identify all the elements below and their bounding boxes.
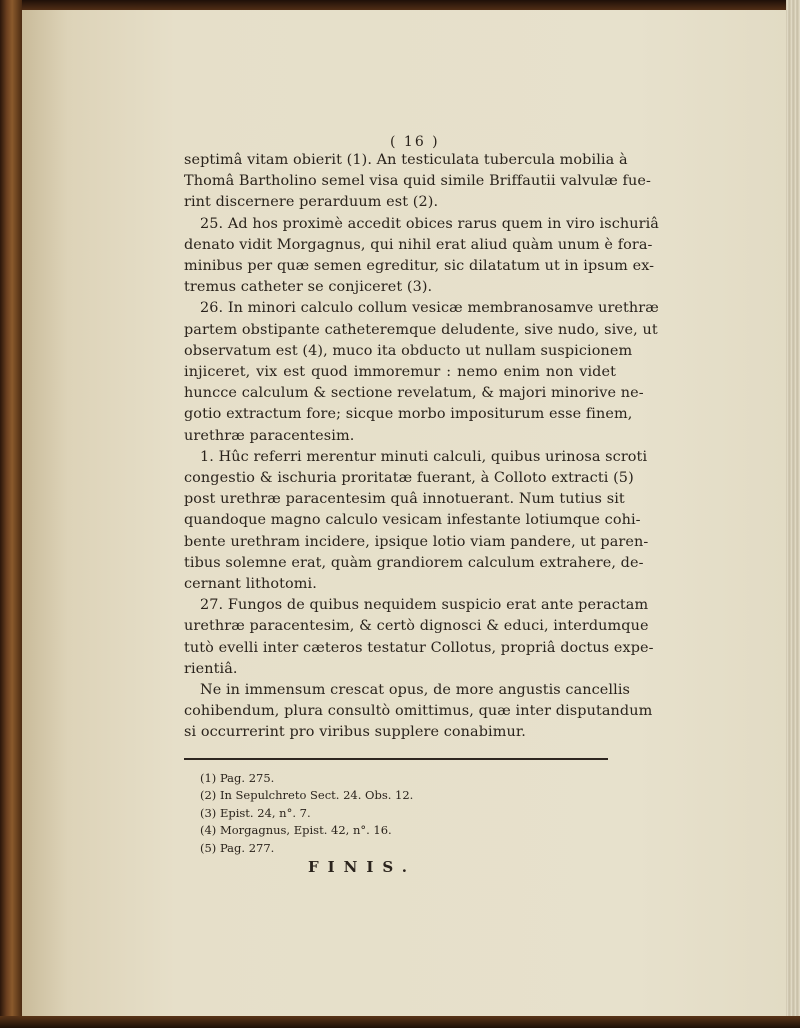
text-line: injiceret, vix est quod immoremur : nemo enim non videt (184, 364, 616, 381)
footnote: (3) Epist. 24, n°. 7. (200, 805, 311, 820)
text-line: quandoque magno calculo vesicam infestante lotiumque cohi- (184, 512, 641, 529)
footnote-divider (184, 758, 608, 760)
text-line: bente urethram incidere, ipsique lotio viam pandere, ut paren- (184, 533, 649, 550)
text-line: Ne in immensum crescat opus, de more angustis cancellis (200, 682, 631, 699)
page-edges (786, 0, 800, 1028)
text-line: tremus catheter se conjiceret (3). (184, 279, 433, 296)
text-line: minibus per quæ semen egreditur, sic dilatatum ut in ipsum ex- (184, 258, 655, 275)
page-number: ( 16 ) (390, 134, 440, 150)
text-line: urethræ paracentesim. (184, 427, 355, 444)
text-line: si occurrerint pro viribus supplere conabimur. (184, 724, 526, 741)
text-line: denato vidit Morgagnus, qui nihil erat aliud quàm unum è fora- (184, 236, 653, 253)
text-line: 27. Fungos de quibus nequidem suspicio erat ante peractam (200, 597, 649, 614)
text-line: observatum est (4), muco ita obducto ut nullam suspicionem (184, 342, 633, 359)
book-spine (0, 0, 22, 1028)
text-line: cernant lithotomi. (184, 576, 317, 593)
body-text (184, 128, 659, 744)
finis-mark: FINIS. (308, 858, 416, 876)
footnote: (2) In Sepulchreto Sect. 24. Obs. 12. (200, 788, 414, 803)
book-edge-bottom (0, 1016, 800, 1028)
footnote: (4) Morgagnus, Epist. 42, n°. 16. (200, 823, 392, 838)
text-line: rint discernere perarduum est (2). (184, 194, 439, 211)
footnote: (1) Pag. 275. (200, 771, 275, 785)
text-line: post urethræ paracentesim quâ innotuerant. Num tutius sit (184, 491, 625, 508)
text-line: 1. Hûc referri merentur minuti calculi, quibus urinosa scroti (200, 448, 648, 465)
text-line: gotio extractum fore; sicque morbo impositurum esse finem, (184, 406, 633, 423)
text-line: rientiâ. (184, 660, 238, 677)
text-line: tibus solemne erat, quàm grandiorem calculum extrahere, de- (184, 554, 644, 571)
text-line: septimâ vitam obierit (1). An testiculata tubercula mobilia à (184, 152, 628, 168)
text-line: huncce calculum & sectione revelatum, & majori minorive ne- (184, 385, 644, 402)
text-line: 26. In minori calculo collum vesicæ membranosamve urethræ (200, 300, 659, 317)
footnotes (200, 770, 500, 857)
text-line: tutò evelli inter cæteros testatur Collotus, propriâ doctus expe- (184, 639, 654, 656)
text-line: 25. Ad hos proximè accedit obices rarus quem in viro ischuriâ (200, 215, 659, 232)
text-line: urethræ paracentesim, & certò dignosci & educi, interdumque (184, 618, 649, 635)
text-line: cohibendum, plura consultò omittimus, quæ inter disputandum (184, 703, 653, 720)
text-line: Thomâ Bartholino semel visa quid simile Briffautii valvulæ fue- (184, 173, 651, 190)
text-line: partem obstipante catheteremque deludente, sive nudo, sive, ut (184, 321, 658, 338)
footnote: (5) Pag. 277. (200, 840, 275, 855)
text-line: congestio & ischuria proritatæ fuerant, à Colloto extracti (5) (184, 470, 634, 487)
